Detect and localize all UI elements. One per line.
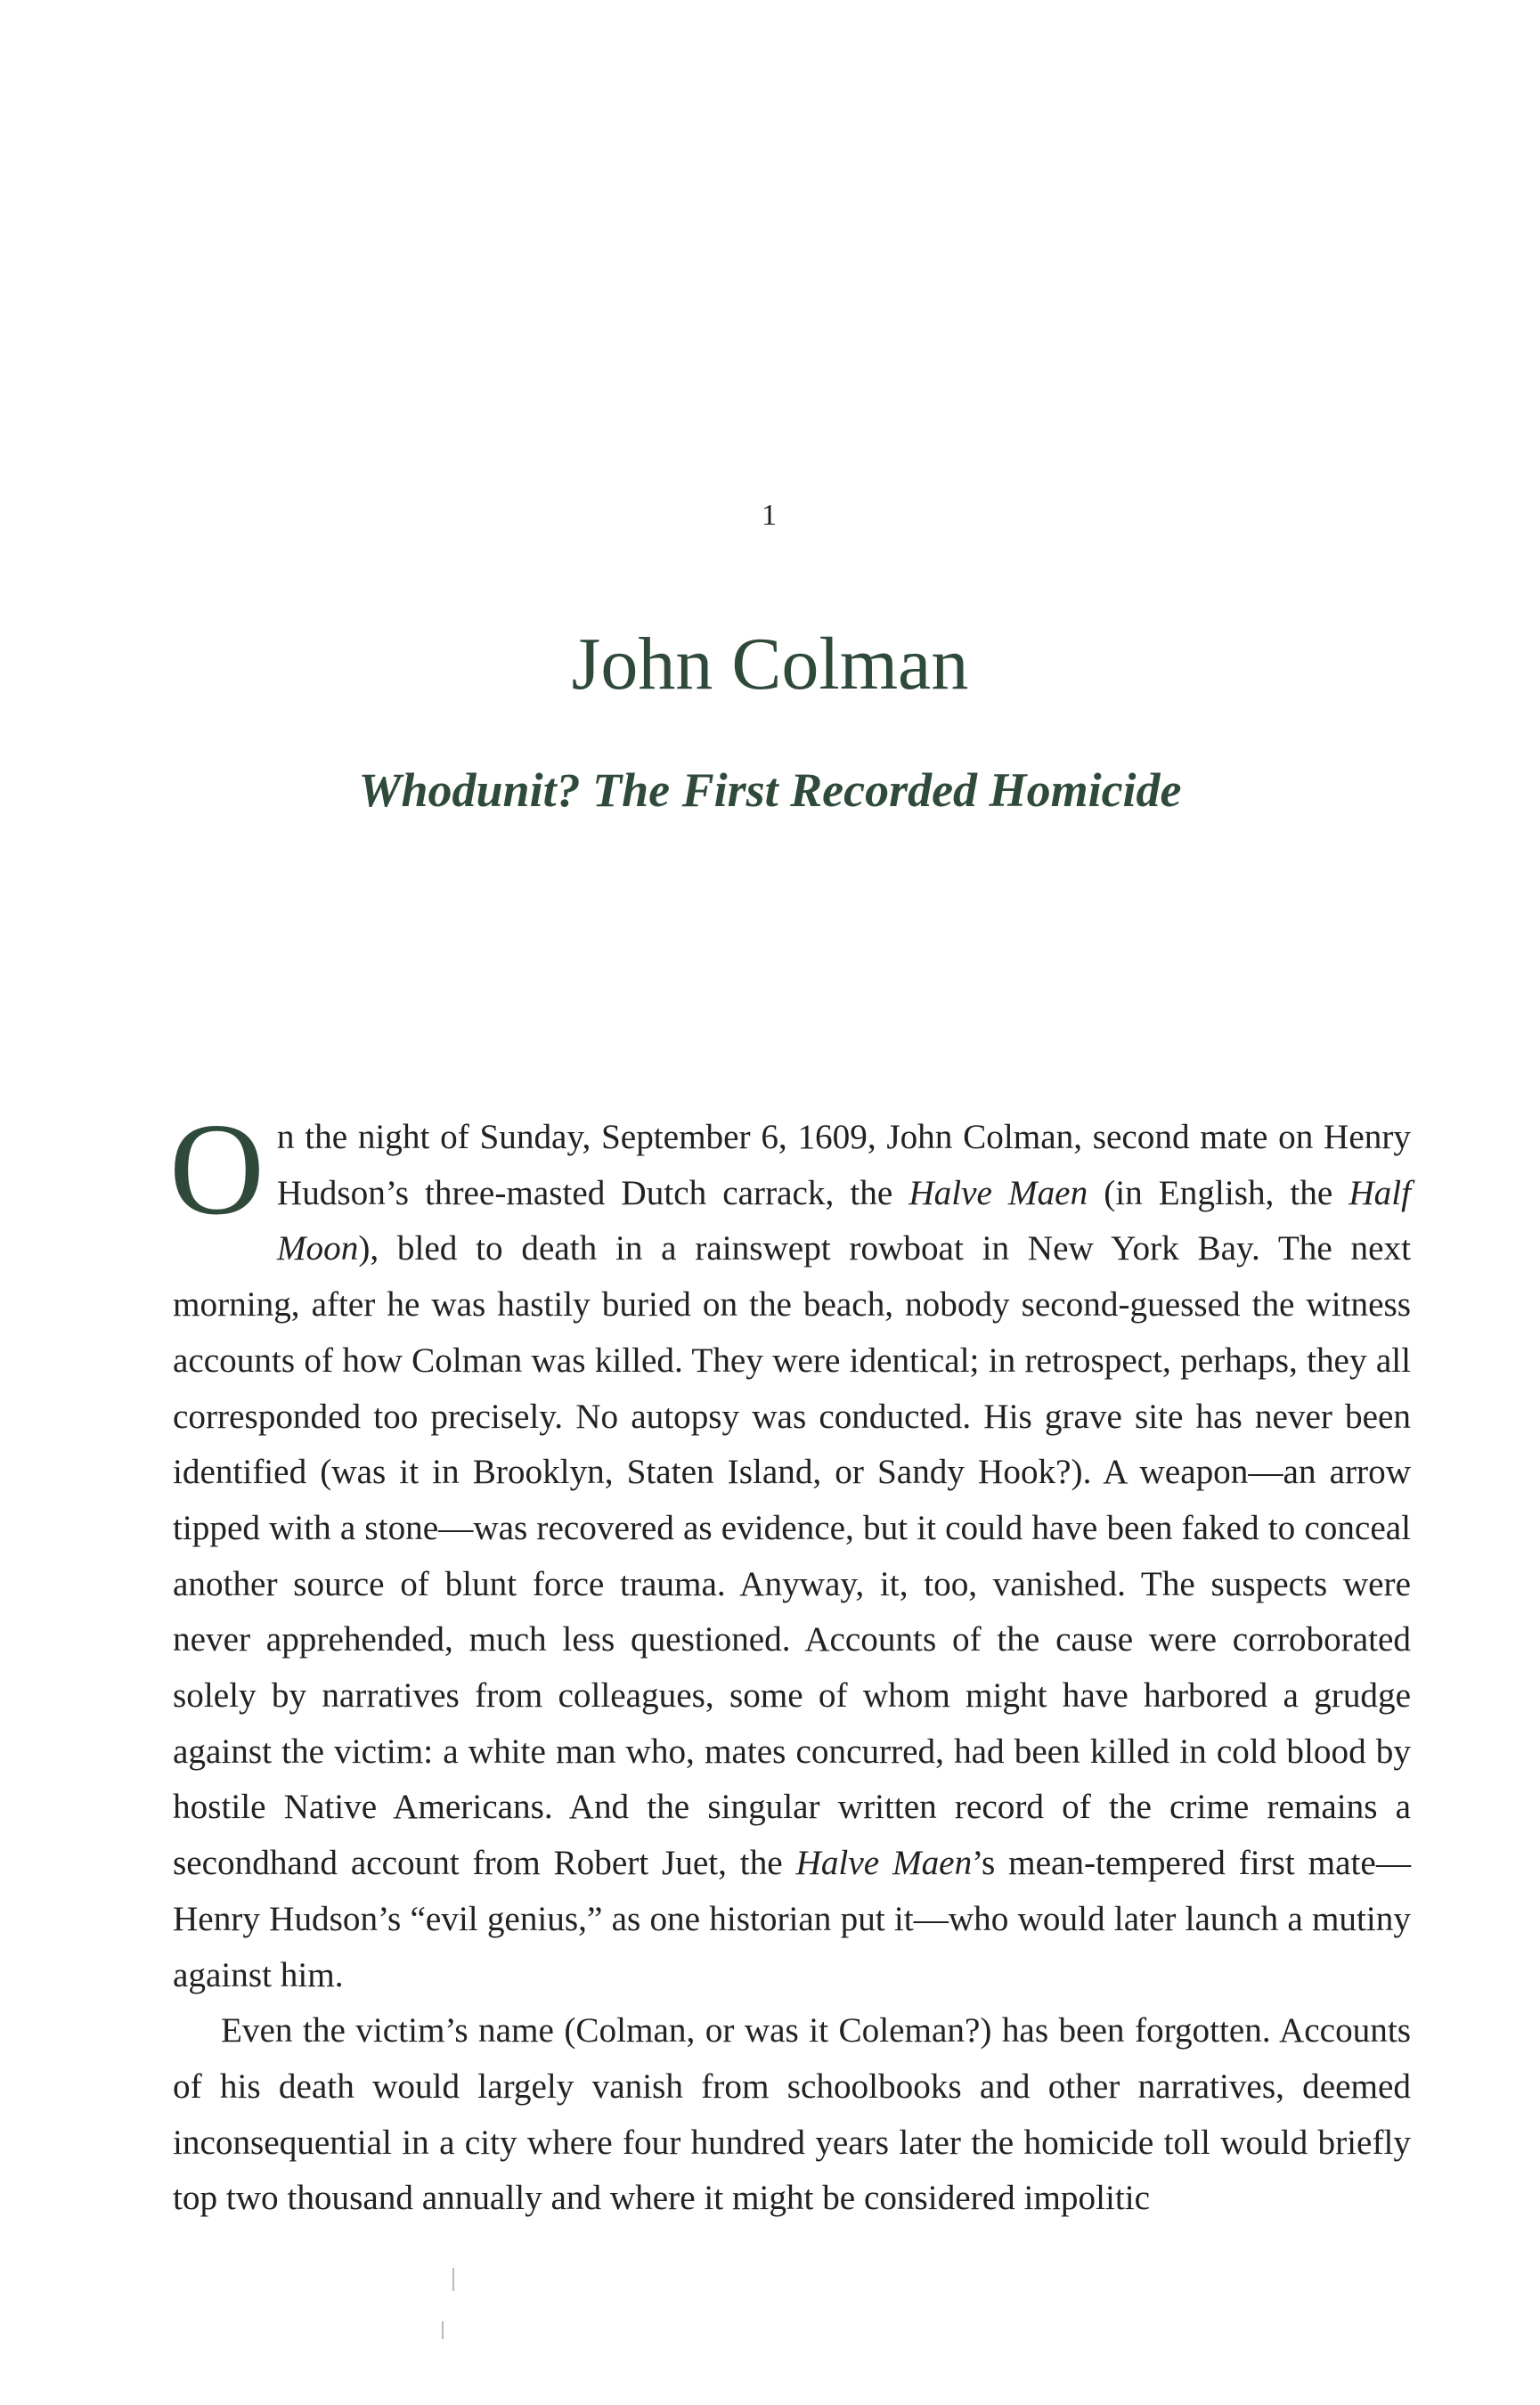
paragraph-1-text-a: n the night of Sunday, September 6, 1609, John Colman, second mate on Henry Hudson’s three-masted Dutch carrack, the <box>276 1118 1411 1212</box>
chapter-body <box>169 1097 1412 2227</box>
scan-mark <box>442 2321 444 2339</box>
ship-name-english: Half Moon <box>276 1173 1412 1268</box>
paragraph-1-text-d: ’s mean-tempered first mate—Henry Hudson’s “evil genius,” as one historian put it—who would later launch a mutiny against him. <box>173 1844 1412 1994</box>
ship-name: Halve Maen <box>909 1173 1088 1212</box>
paragraph-1-text-b: (in English, the <box>1088 1173 1349 1212</box>
chapter-title: John Colman <box>571 623 969 705</box>
drop-cap: O <box>169 1097 265 1243</box>
ship-name: Halve Maen <box>795 1844 973 1883</box>
paragraph-2: Even the victim’s name (Colman, or was it Coleman?) has been forgotten. Accounts of his death would largely vanish from schoolbooks and other narratives, deemed inconsequential in a city where four hundred years later the homicide toll would briefly top two thousand annually and where it might be considered impolitic <box>173 2011 1411 2218</box>
scan-mark <box>452 2268 454 2291</box>
paragraph-1 <box>169 1097 1412 2003</box>
paragraph-1-text-c: ), bled to death in a rainswept rowboat in New York Bay. The next morning, after he was hastily buried on the beach, nobody second-guessed the witness accounts of how Colman was killed. They were identical; in retrospect, perhaps, they all corresponded too precisely. No autopsy was conducted. His grave site has never been identified (was it in Brooklyn, Staten Island, or Sandy Hook?). A weapon—an arrow tipped with a stone—was recovered as evidence, but it could have been faked to conceal another source of blunt force trauma. Anyway, it, too, vanished. The suspects were never apprehended, much less questioned. Accounts of the cause were corroborated solely by narratives from colleagues, some of whom might have harbored a grudge against the victim: a white man who, mates concurred, had been killed in cold blood by hostile Native Americans. And the singular written record of the crime remains a secondhand account from Robert Juet, the <box>173 1229 1411 1883</box>
chapter-subtitle: Whodunit? The First Recorded Homicide <box>358 763 1182 817</box>
chapter-number: 1 <box>762 499 778 532</box>
